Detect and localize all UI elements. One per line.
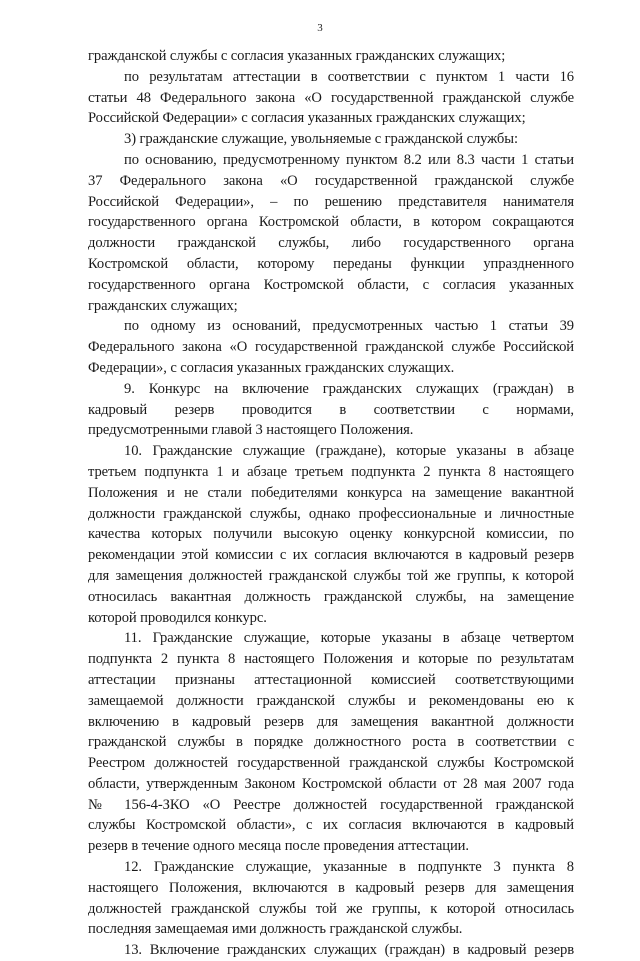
text-line: 37 Федерального закона «О государственной гражданской службе bbox=[88, 172, 574, 189]
text-line: резерв в течение одного месяца после проведения аттестации. bbox=[88, 838, 469, 855]
text-line: 10. Гражданские служащие (граждане), которые указаны в абзаце bbox=[124, 443, 574, 460]
text-line: предусмотренными главой 3 настоящего Положения. bbox=[88, 422, 414, 439]
text-line: службы Костромской области», с их согласия включаются в кадровый bbox=[88, 817, 574, 834]
text-line: государственного органа Костромской области, в котором сокращаются bbox=[88, 214, 574, 231]
text-line: гражданской службы с согласия указанных гражданских служащих; bbox=[88, 48, 506, 64]
text-line: замещаемой должности гражданской службы и рекомендованы ею к bbox=[88, 692, 574, 709]
text-line: должности гражданской службы, однако профессиональные и личностные bbox=[88, 505, 574, 522]
text-line: аттестации признаны аттестационной комиссией соответствующими bbox=[88, 671, 574, 688]
text-line: 9. Конкурс на включение гражданских служащих (граждан) в bbox=[124, 380, 574, 397]
text-line: которой проводился конкурс. bbox=[88, 609, 267, 626]
text-line: настоящего Положения, включаются в кадровый резерв для замещения bbox=[88, 879, 574, 896]
text-line: по основанию, предусмотренному пунктом 8.2 или 8.3 части 1 статьи bbox=[124, 151, 574, 168]
text-line: статьи 48 Федерального закона «О государственной гражданской службе bbox=[88, 89, 574, 106]
text-line: качества которых получили высокую оценку конкурсной комиссии, по bbox=[88, 526, 574, 543]
text-line: 3) гражданские служащие, увольняемые с гражданской службы: bbox=[124, 131, 518, 148]
text-line: по результатам аттестации в соответствии с пунктом 1 части 16 bbox=[124, 68, 574, 85]
text-line: гражданской службы в порядке должностного роста в соответствии с bbox=[88, 734, 574, 751]
text-line: должности гражданской службы, либо государственного органа bbox=[88, 235, 574, 252]
text-line: кадровый резерв проводится в соответствии с нормами, bbox=[88, 401, 574, 418]
text-line: гражданских служащих; bbox=[88, 297, 238, 314]
text-line: 11. Гражданские служащие, которые указаны в абзаце четвертом bbox=[124, 630, 574, 647]
text-line: рекомендации этой комиссии с их согласия включаются в кадровый резерв bbox=[88, 547, 574, 564]
text-line: Российской Федерации» с согласия указанных гражданских служащих; bbox=[88, 110, 526, 127]
text-line: Костромской области, которому переданы функции упраздненного bbox=[88, 255, 574, 272]
text-line: должностей гражданской службы той же группы, к которой относилась bbox=[88, 900, 574, 917]
text-line: для замещения должностей гражданской службы той же группы, к которой bbox=[88, 567, 574, 584]
text-line: по одному из оснований, предусмотренных частью 1 статьи 39 bbox=[124, 318, 574, 335]
text-line: Положения и не стали победителями конкурса на замещение вакантной bbox=[88, 484, 574, 501]
text-line: Реестром должностей государственной гражданской службы Костромской bbox=[88, 755, 574, 772]
page-number: 3 bbox=[317, 22, 323, 34]
text-line: Российской Федерации», – по решению представителя нанимателя bbox=[88, 193, 574, 210]
text-line: подпункта 2 пункта 8 настоящего Положения и которые по результатам bbox=[88, 651, 574, 668]
text-line: государственного органа Костромской области, с согласия указанных bbox=[88, 276, 574, 293]
text-line: № 156-4-ЗКО «О Реестре должностей государственной гражданской bbox=[88, 796, 574, 813]
text-line: Федерального закона «О государственной гражданской службе Российской bbox=[88, 339, 574, 356]
text-line: 13. Включение гражданских служащих (граждан) в кадровый резерв bbox=[124, 942, 574, 959]
text-line: относилась вакантная должность гражданской службы, на замещение bbox=[88, 588, 574, 605]
text-line: последняя замещаемая ими должность гражданской службы. bbox=[88, 921, 463, 938]
text-line: области, утвержденным Законом Костромской области от 28 мая 2007 года bbox=[88, 775, 574, 792]
text-line: Федерации», с согласия указанных гражданских служащих. bbox=[88, 359, 455, 376]
text-line: третьем подпункта 1 и абзаце третьем подпункта 2 пункта 8 настоящего bbox=[88, 463, 574, 480]
document-body bbox=[88, 46, 574, 961]
text-line: включению в кадровый резерв для замещения вакантной должности bbox=[88, 713, 574, 730]
text-line: 12. Гражданские служащие, указанные в подпункте 3 пункта 8 bbox=[124, 859, 574, 876]
